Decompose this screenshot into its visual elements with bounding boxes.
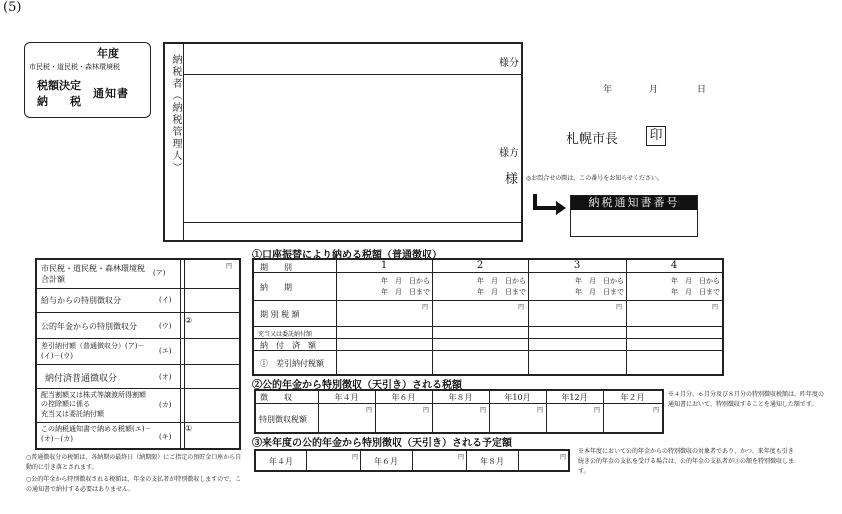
s1-yen-3: 円 (616, 304, 623, 311)
s3-month-3: 年８月 (480, 457, 504, 466)
row-mark-ka: (カ) (159, 401, 172, 409)
title-taxes: 市民税・道民税・森林環境税 (29, 63, 120, 71)
row-mark-e: (エ) (159, 347, 172, 355)
row-mark-ki: (キ) (159, 433, 172, 441)
s1-yen-2: 円 (518, 304, 525, 311)
row-label-e: 差引納付額（普通徴収分）(ア)－(イ)－(ウ) (41, 342, 145, 360)
s2-yen-1: 円 (366, 407, 373, 414)
title-notice: 通知書 (93, 87, 129, 100)
row-label-ki: この納税通知書で納める税額(エ)－(オ)－(カ) (41, 425, 152, 443)
due-label: 納 期 (260, 283, 292, 292)
row-balance: ① 差引納付税額 (260, 359, 324, 368)
section1-title: ①口座振替により納める税額（普通徴収） (252, 250, 442, 261)
s2-row-label: 特別徴収税額 (259, 415, 307, 424)
s3-month-2: 年６月 (374, 457, 398, 466)
s2-yen-6: 円 (653, 407, 660, 414)
s2-month-3: 年８月 (448, 393, 473, 402)
s3-yen-3: 円 (560, 454, 567, 461)
row-note-ki: ① (185, 424, 193, 433)
left-yen: 円 (226, 263, 233, 270)
title-kind-2: 納 税 (37, 95, 81, 108)
period-2: 2 (476, 260, 484, 271)
row-mark-o: (オ) (159, 373, 172, 381)
honorific-bumon: 様分 (499, 58, 519, 69)
s2-month-1: 年４月 (334, 393, 359, 402)
s3-yen-2: 円 (458, 454, 465, 461)
section2-note: ※４月分、６月分及び８月分の特別徴収税額は、昨年度の通知書において、特別徴収することを通知した額です。 (668, 391, 825, 408)
section3-note: ※本年度において公的年金からの特別徴収の対象者であり、かつ、来年度も引き続き公的年金の支払を受ける場合は、公的年金の支払者が③の額を特別徴収します。 (578, 448, 795, 475)
honorific-sama: 様 (505, 172, 519, 187)
s3-yen-1: 円 (352, 454, 359, 461)
row-label-u: 公的年金からの特別徴収分 (41, 322, 137, 331)
s1-yen-1: 円 (422, 304, 429, 311)
s2-yen-2: 円 (423, 407, 430, 414)
s2-yen-5: 円 (594, 407, 601, 414)
row-label-o: 納付済普通徴収分 (45, 374, 118, 384)
title-year: 年度 (97, 47, 119, 60)
title-kind-1: 税額決定 (37, 79, 81, 92)
s3-month-1: 年４月 (269, 457, 293, 466)
s2-month-5: 年12月 (561, 393, 588, 402)
taxpayer-box (163, 42, 523, 242)
s2-yen-3: 円 (480, 407, 487, 414)
period-1: 1 (380, 260, 388, 271)
row-label-a: 市民税・道民税・森林環境税合計額 (41, 264, 145, 284)
due-to-3: 年 月 日まで (575, 288, 624, 296)
row-period-tax: 期 別 税 額 (260, 310, 300, 319)
due-to-4: 年 月 日まで (671, 288, 720, 296)
row-label-ka: 配当割額又は株式等譲渡所得割額の控除額に係る (41, 391, 146, 408)
row-paid: 納 付 済 額 (260, 341, 316, 350)
s2-month-4: 年10月 (504, 393, 531, 402)
honorific-hou: 様方 (499, 148, 519, 159)
taxpayer-label: 納税者（納税管理人） (170, 54, 181, 174)
issuer-name: 札幌市長 (566, 132, 619, 147)
seal-box: 印 (646, 126, 666, 146)
row-mark-i: (イ) (159, 296, 172, 304)
footnote-1: ○普通徴収分の税額は、各納期の最終日（納期限）にご指定の預貯金口座から自動的に引き落とされます。 (26, 454, 242, 471)
page-marker: (5) (3, 0, 22, 15)
due-to-2: 年 月 日まで (477, 288, 526, 296)
notice-number-label: 納税通知書番号 (571, 196, 697, 210)
title-box (24, 42, 151, 118)
section1-table (252, 258, 724, 376)
row-mark-u: (ウ) (159, 322, 172, 330)
notice-number-box (570, 195, 698, 237)
due-from-4: 年 月 日から (671, 277, 720, 285)
footnote-2: ○公的年金から特別徴収される税額は、年金の支払者が特別徴収しますので、この通知書で納付する必要はありません。 (26, 476, 242, 493)
period-4: 4 (670, 260, 678, 271)
left-tax-table (35, 258, 241, 450)
period-3: 3 (573, 260, 581, 271)
date-month: 月 (649, 85, 659, 95)
inquiry-note: ◎お問合せの際は、この番号をお知らせください。 (526, 175, 664, 182)
row-label-i: 給与からの特別徴収分 (41, 296, 121, 305)
row-note-u: ② (185, 316, 193, 325)
s2-period-label: 徴 収 (260, 393, 292, 402)
row-mark-a: (ア) (153, 269, 166, 277)
date-year: 年 (603, 85, 613, 95)
s2-month-2: 年６月 (391, 393, 416, 402)
due-from-1: 年 月 日から (381, 277, 430, 285)
section3-table (254, 449, 570, 472)
due-from-3: 年 月 日から (575, 277, 624, 285)
row-allocated: 充当又は委託納付額 (258, 331, 313, 338)
section2-table (254, 389, 664, 434)
arrow-right-icon (532, 192, 570, 218)
s2-yen-4: 円 (537, 407, 544, 414)
period-label: 期 別 (260, 263, 292, 272)
s1-yen-4: 円 (712, 304, 719, 311)
row-sub-ka: 充当又は委託納付額 (41, 410, 104, 418)
due-to-1: 年 月 日まで (381, 288, 430, 296)
due-from-2: 年 月 日から (477, 277, 526, 285)
s2-month-6: 年２月 (620, 393, 645, 402)
section2-title: ②公的年金から特別徴収（天引き）される税額 (252, 380, 462, 391)
date-day: 日 (697, 85, 707, 95)
section3-title: ③来年度の公的年金から特別徴収（天引き）される予定額 (252, 438, 512, 449)
